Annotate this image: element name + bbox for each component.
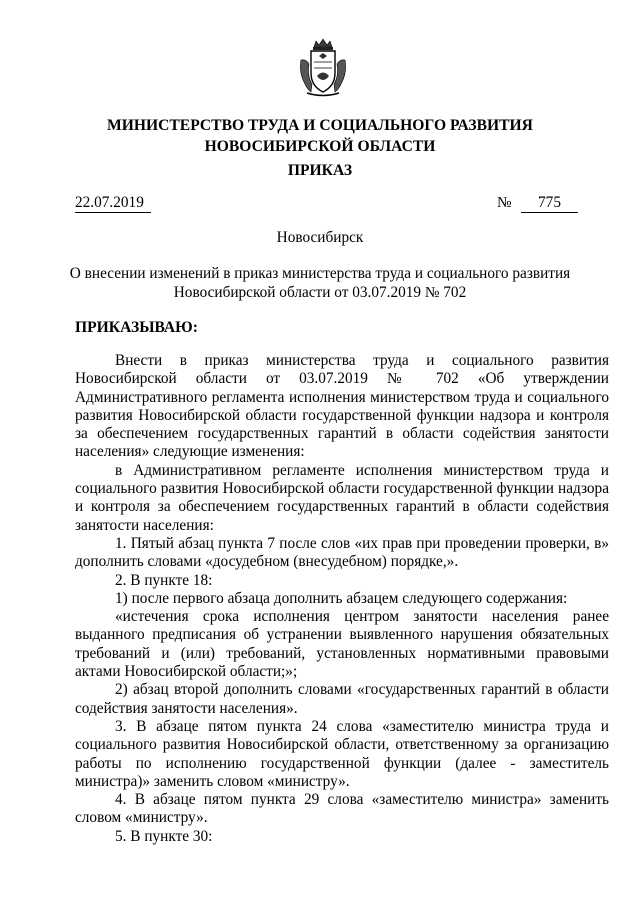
paragraph: 4. В абзаце пятом пункта 29 слова «заместителю министра» заменить словом «министру».	[75, 791, 609, 827]
command-heading: ПРИКАЗЫВАЮ:	[75, 319, 198, 336]
document-number: 775	[521, 194, 578, 213]
paragraph: 1) после первого абзаца дополнить абзацем следующего содержания:	[115, 589, 568, 607]
paragraph: Внести в приказ министерства труда и социального развития Новосибирской области от 03.07.2019 № 702 «Об утверждении Административного регламента исполнения министерством труда и социального развития Новосибирской области государственной функции надзора и контроля за обеспечением государственных гарантий в области содействия занятости населения» следующие изменения:	[75, 352, 609, 461]
paragraph: «истечения срока исполнения центром занятости населения ранее выданного предписания об устранении выявленного нарушения обязательных требований и (или) требований, установленных нормативными правовыми актами Новосибирской области;»;	[75, 608, 609, 681]
ministry-name	[60, 115, 580, 157]
ministry-line-2: НОВОСИБИРСКОЙ ОБЛАСТИ	[204, 138, 436, 155]
paragraph: 2. В пункте 18:	[115, 571, 213, 589]
paragraph: 3. В абзаце пятом пункта 24 слова «заместителю министра труда и социального развития Новосибирской области, ответственному за организацию работы по исполнению государственной функции (далее - заместитель министра)» заменить словом «министру».	[75, 717, 609, 790]
paragraph: 2) абзац второй дополнить словами «государственных гарантий в области содействия занятости населения».	[75, 681, 609, 717]
document-date: 22.07.2019	[75, 194, 151, 213]
number-sign: №	[497, 194, 512, 211]
subject-line-2: Новосибирской области от 03.07.2019 № 702	[173, 284, 467, 301]
paragraph: 5. В пункте 30:	[115, 827, 213, 845]
paragraph: в Административном регламенте исполнения министерством труда и социального развития Новосибирской области государственной функции надзора и контроля за обеспечением государственных гарантий в области содействия занятости населения:	[75, 461, 609, 534]
coat-of-arms-icon	[297, 38, 349, 98]
ministry-line-1: МИНИСТЕРСТВО ТРУДА И СОЦИАЛЬНОГО РАЗВИТИЯ	[107, 117, 533, 134]
paragraph: 1. Пятый абзац пункта 7 после слов «их прав при проведении проверки, в» дополнить словами «досудебном (внесудебном) порядке,».	[75, 534, 609, 571]
document-subject	[60, 264, 580, 302]
city: Новосибирск	[276, 229, 364, 246]
document-body	[75, 352, 609, 846]
document-type: ПРИКАЗ	[287, 162, 353, 179]
subject-line-1: О внесении изменений в приказ министерства труда и социального развития	[69, 265, 571, 282]
